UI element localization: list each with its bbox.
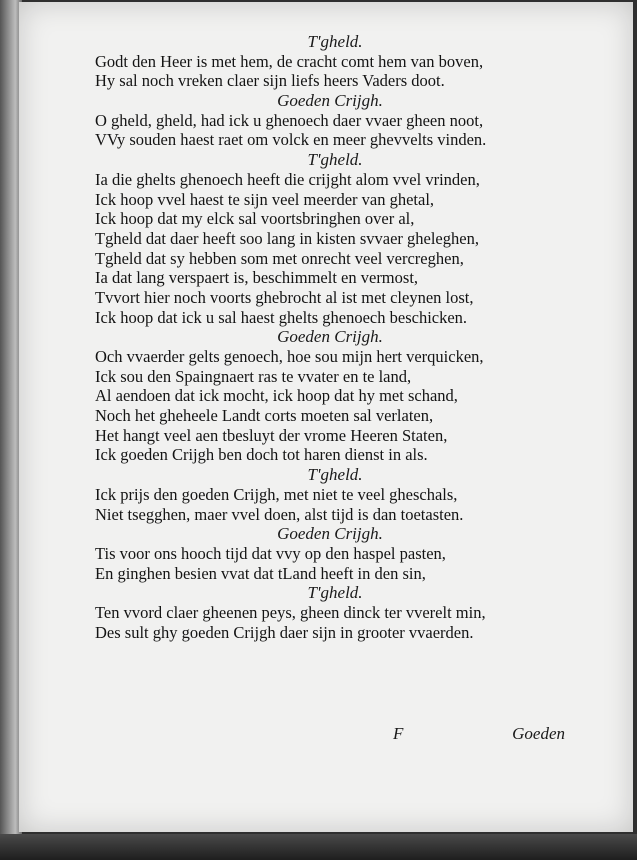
verse-line: Hy sal noch vreken claer sijn liefs heers Vaders doot. (95, 71, 445, 91)
verse-line: Ick prijs den goeden Crijgh, met niet te veel gheschals, (95, 484, 458, 504)
verse-line: Och vvaerder gelts genoech, hoe sou mijn hert verquicken, (95, 347, 484, 366)
verse-line: Tis voor ons hooch tijd dat vvy op den haspel pasten, (95, 543, 446, 563)
speaker-heading: T'gheld. (307, 32, 363, 51)
verse-line: Godt den Heer is met hem, de cracht comt hem van boven, (95, 51, 484, 71)
verse-line: Des sult ghy goeden Crijgh daer sijn in grooter vvaerden. (95, 622, 474, 642)
verse-line: Niet tsegghen, maer vvel doen, alst tijd is dan toetasten. (95, 504, 464, 524)
speaker-heading: T'gheld. (307, 150, 363, 170)
verse-line: Ick sou den Spaingnaert ras te vvater en te land, (95, 366, 412, 386)
speaker-heading: T'gheld. (307, 465, 363, 485)
verse-line: VVy souden haest raet om volck en meer ghevvelts vinden. (95, 130, 487, 150)
book-page (18, 2, 633, 832)
poem-text (95, 32, 565, 642)
verse-line: O gheld, gheld, had ick u ghenoech daer vvaer gheen noot, (95, 110, 484, 130)
verse-line: Ia dat lang verspaert is, beschimmelt en vermost, (95, 268, 419, 288)
signature-mark: F (393, 724, 404, 743)
catchword: Goeden (512, 724, 565, 743)
verse-line: Noch het gheheele Landt corts moeten sal verlaten, (95, 406, 434, 426)
scanner-bed (0, 834, 637, 860)
verse-line: Het hangt veel aen tbesluyt der vrome Heeren Staten, (95, 425, 448, 445)
speaker-heading: Goeden Crijgh. (277, 524, 383, 544)
speaker-heading: Goeden Crijgh. (277, 91, 383, 111)
verse-line: Tgheld dat daer heeft soo lang in kisten svvaer gheleghen, (95, 228, 479, 248)
verse-line: Ten vvord claer gheenen peys, gheen dinck ter vverelt min, (95, 602, 486, 622)
verse-line: Tvvort hier noch voorts ghebrocht al ist met cleynen lost, (95, 287, 474, 307)
verse-line: Tgheld dat sy hebben som met onrecht veel vercreghen, (95, 248, 464, 268)
verse-line: Ick hoop vvel haest te sijn veel meerder van ghetal, (95, 189, 435, 209)
verse-line: Al aendoen dat ick mocht, ick hoop dat hy met schand, (95, 386, 458, 406)
verse-line: Ick hoop dat my elck sal voortsbringhen over al, (95, 209, 415, 229)
speaker-heading: Goeden Crijgh. (277, 327, 383, 347)
verse-line: Ick goeden Crijgh ben doch tot haren dienst in als. (95, 445, 428, 465)
verse-line: Ick hoop dat ick u sal haest ghelts ghenoech beschicken. (95, 307, 468, 327)
verse-line: En ginghen besien vvat dat tLand heeft in den sin, (95, 563, 426, 583)
verse-line: Ia die ghelts ghenoech heeft die crijght alom vvel vrinden, (95, 169, 480, 189)
speaker-heading: T'gheld. (307, 583, 363, 603)
page-footer (95, 724, 565, 748)
